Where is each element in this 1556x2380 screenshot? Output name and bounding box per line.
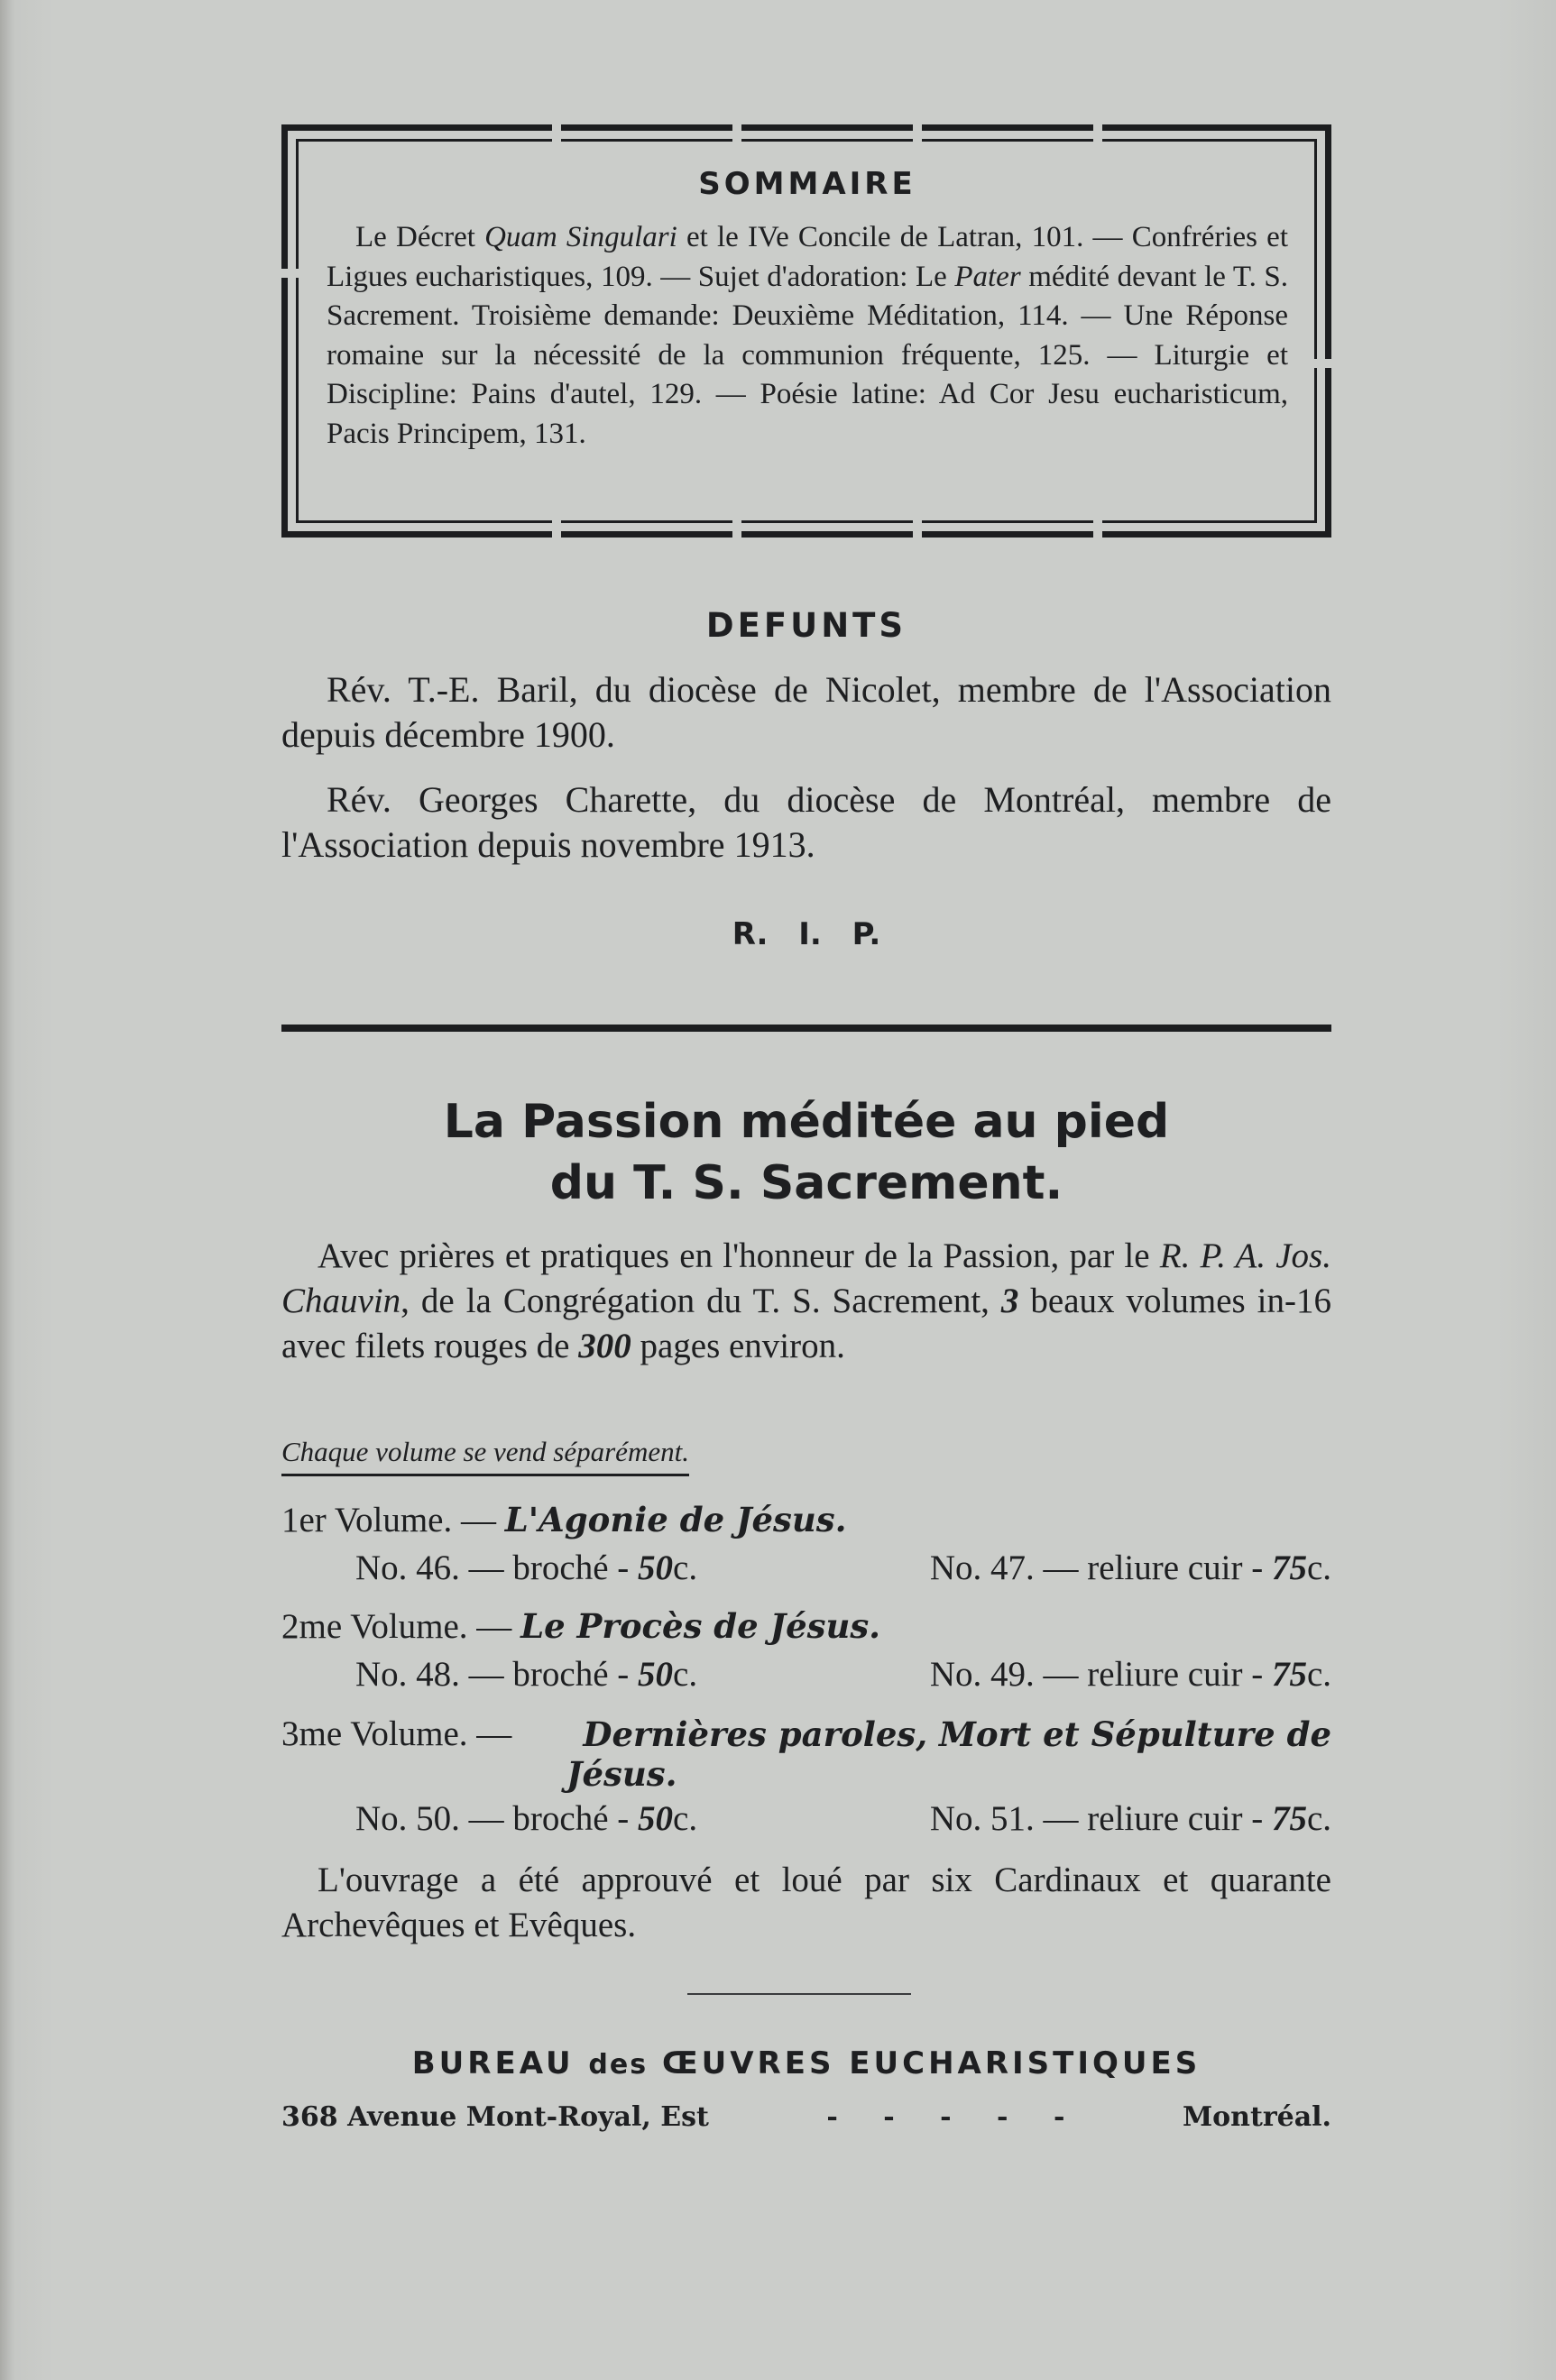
section-divider — [281, 1025, 1331, 1032]
ad-desc-part: , de la Congrégation du T. S. Sacrement, — [401, 1282, 1001, 1320]
price-amount: 75 — [1271, 1799, 1307, 1838]
price-amount: 50 — [638, 1548, 674, 1587]
rip: R. I. P. — [732, 916, 881, 952]
frame-ornament — [281, 269, 305, 278]
sommaire-text-part: médité devant le T. S. Sacrement. Troisième demande: Deuxième Méditation, 114. — Une Réponse romaine sur la nécessité de la communion fréquente, 125. — Liturgie et Discipline: Pains d'autel, 129. — Poésie latine: Ad Cor Jesu eucharisticum, Pacis Principem, 131. — [327, 260, 1288, 450]
price-line — [355, 1548, 1331, 1589]
price-broche-label: No. 50. — broché - — [355, 1799, 639, 1838]
page-edge — [0, 0, 13, 2380]
volume-title: L'Agonie de Jésus. — [504, 1500, 847, 1539]
publisher-address: 368 Avenue Mont-Royal, Est — [281, 2101, 709, 2133]
frame-ornament — [732, 124, 741, 148]
frame-ornament — [913, 514, 922, 538]
price-relie-label: No. 47. — reliure cuir - — [929, 1548, 1272, 1587]
defunts-title: DEFUNTS — [705, 606, 907, 645]
price-relie-label: No. 51. — reliure cuir - — [929, 1799, 1272, 1838]
volume-line — [281, 1499, 1331, 1541]
sommaire-text-italic: Quam Singulari — [484, 221, 677, 253]
sommaire-content — [327, 166, 1288, 454]
price-broche-label: No. 46. — broché - — [355, 1548, 639, 1587]
volume-line — [281, 1714, 1331, 1755]
ad-desc-number: 300 — [578, 1327, 631, 1365]
frame-ornament — [552, 124, 561, 148]
publisher-name-part: des — [588, 2049, 649, 2081]
frame-ornament — [1308, 359, 1331, 368]
ad-desc-number: 3 — [1000, 1282, 1019, 1320]
ad-description — [281, 1234, 1331, 1369]
volume-title: Dernières paroles, Mort et Sépulture de — [583, 1714, 1331, 1754]
price-relie — [930, 1548, 1331, 1589]
sommaire-text-part: Le Décret — [355, 221, 485, 253]
volume-label: 2me Volume. — — [281, 1607, 521, 1646]
ad-title-line: La Passion méditée au pied — [443, 1095, 1170, 1149]
defunt-entry: Rév. Georges Charette, du diocèse de Montréal, membre de l'Association depuis novembre 1913. — [281, 779, 1331, 865]
volume-label: 3me Volume. — — [281, 1714, 512, 1753]
publisher-city: Montréal. — [1182, 2101, 1331, 2133]
currency: c. — [673, 1799, 698, 1838]
sommaire-text-italic: Pater — [954, 260, 1021, 293]
publisher-name — [281, 2045, 1331, 2081]
price-relie-label: No. 49. — reliure cuir - — [929, 1655, 1272, 1694]
price-relie — [930, 1798, 1331, 1840]
price-broche — [355, 1654, 697, 1695]
frame-ornament — [1093, 514, 1102, 538]
frame-ornament — [1093, 124, 1102, 148]
currency: c. — [1306, 1655, 1331, 1694]
frame-ornament — [732, 514, 741, 538]
price-amount: 75 — [1271, 1548, 1307, 1587]
defunt-entry: Rév. T.-E. Baril, du diocèse de Nicolet, membre de l'Association depuis décembre 1900. — [281, 669, 1331, 755]
price-broche-label: No. 48. — broché - — [355, 1655, 639, 1694]
currency: c. — [673, 1548, 698, 1587]
currency: c. — [1306, 1799, 1331, 1838]
publisher-name-part: ŒUVRES EUCHARISTIQUES — [648, 2045, 1202, 2081]
price-amount: 50 — [638, 1655, 674, 1694]
price-amount: 75 — [1271, 1655, 1307, 1694]
volume-title-continued: Jésus. — [566, 1754, 677, 1794]
approval-text: L'ouvrage a été approuvé et loué par six Cardinaux et quarante Archevêques et Evêques. — [281, 1861, 1331, 1944]
ad-title-line: du T. S. Sacrement. — [549, 1156, 1063, 1210]
ad-desc-part: pages environ. — [631, 1327, 845, 1365]
ad-desc-part: beaux volumes in-16 avec filets rouges de — [281, 1282, 1331, 1365]
publisher-address-line — [281, 2101, 1331, 2133]
sommaire-box — [281, 124, 1331, 538]
volume-line — [281, 1605, 1331, 1648]
address-dashes: - - - - - — [826, 2101, 1065, 2133]
volume-title: Le Procès de Jésus. — [520, 1606, 881, 1646]
sommaire-text-part: et le IVe Concile de Latran, 101. — Confréries et Ligues eucharistiques, 109. — Sujet d'adoration: Le — [327, 221, 1288, 293]
price-line — [355, 1654, 1331, 1695]
price-relie — [930, 1654, 1331, 1695]
frame-ornament — [552, 514, 561, 538]
currency: c. — [1306, 1548, 1331, 1587]
currency: c. — [673, 1655, 698, 1694]
price-line — [355, 1798, 1331, 1840]
ad-desc-part: Avec prières et pratiques en l'honneur de la Passion, par le — [318, 1236, 1160, 1275]
frame-ornament — [913, 124, 922, 148]
sold-separately-note: Chaque volume se vend séparément. — [281, 1436, 689, 1476]
price-amount: 50 — [638, 1799, 674, 1838]
publisher-name-part: BUREAU — [411, 2045, 589, 2081]
sommaire-title: SOMMAIRE — [698, 166, 916, 202]
volume-label: 1er Volume. — — [281, 1501, 505, 1539]
ad-title — [281, 1091, 1331, 1214]
ad-desc-author: R. P. A. Jos. Chauvin — [281, 1236, 1331, 1320]
sommaire-text — [327, 218, 1288, 454]
short-divider — [687, 1993, 911, 1995]
price-broche — [355, 1798, 697, 1840]
price-broche — [355, 1548, 697, 1589]
